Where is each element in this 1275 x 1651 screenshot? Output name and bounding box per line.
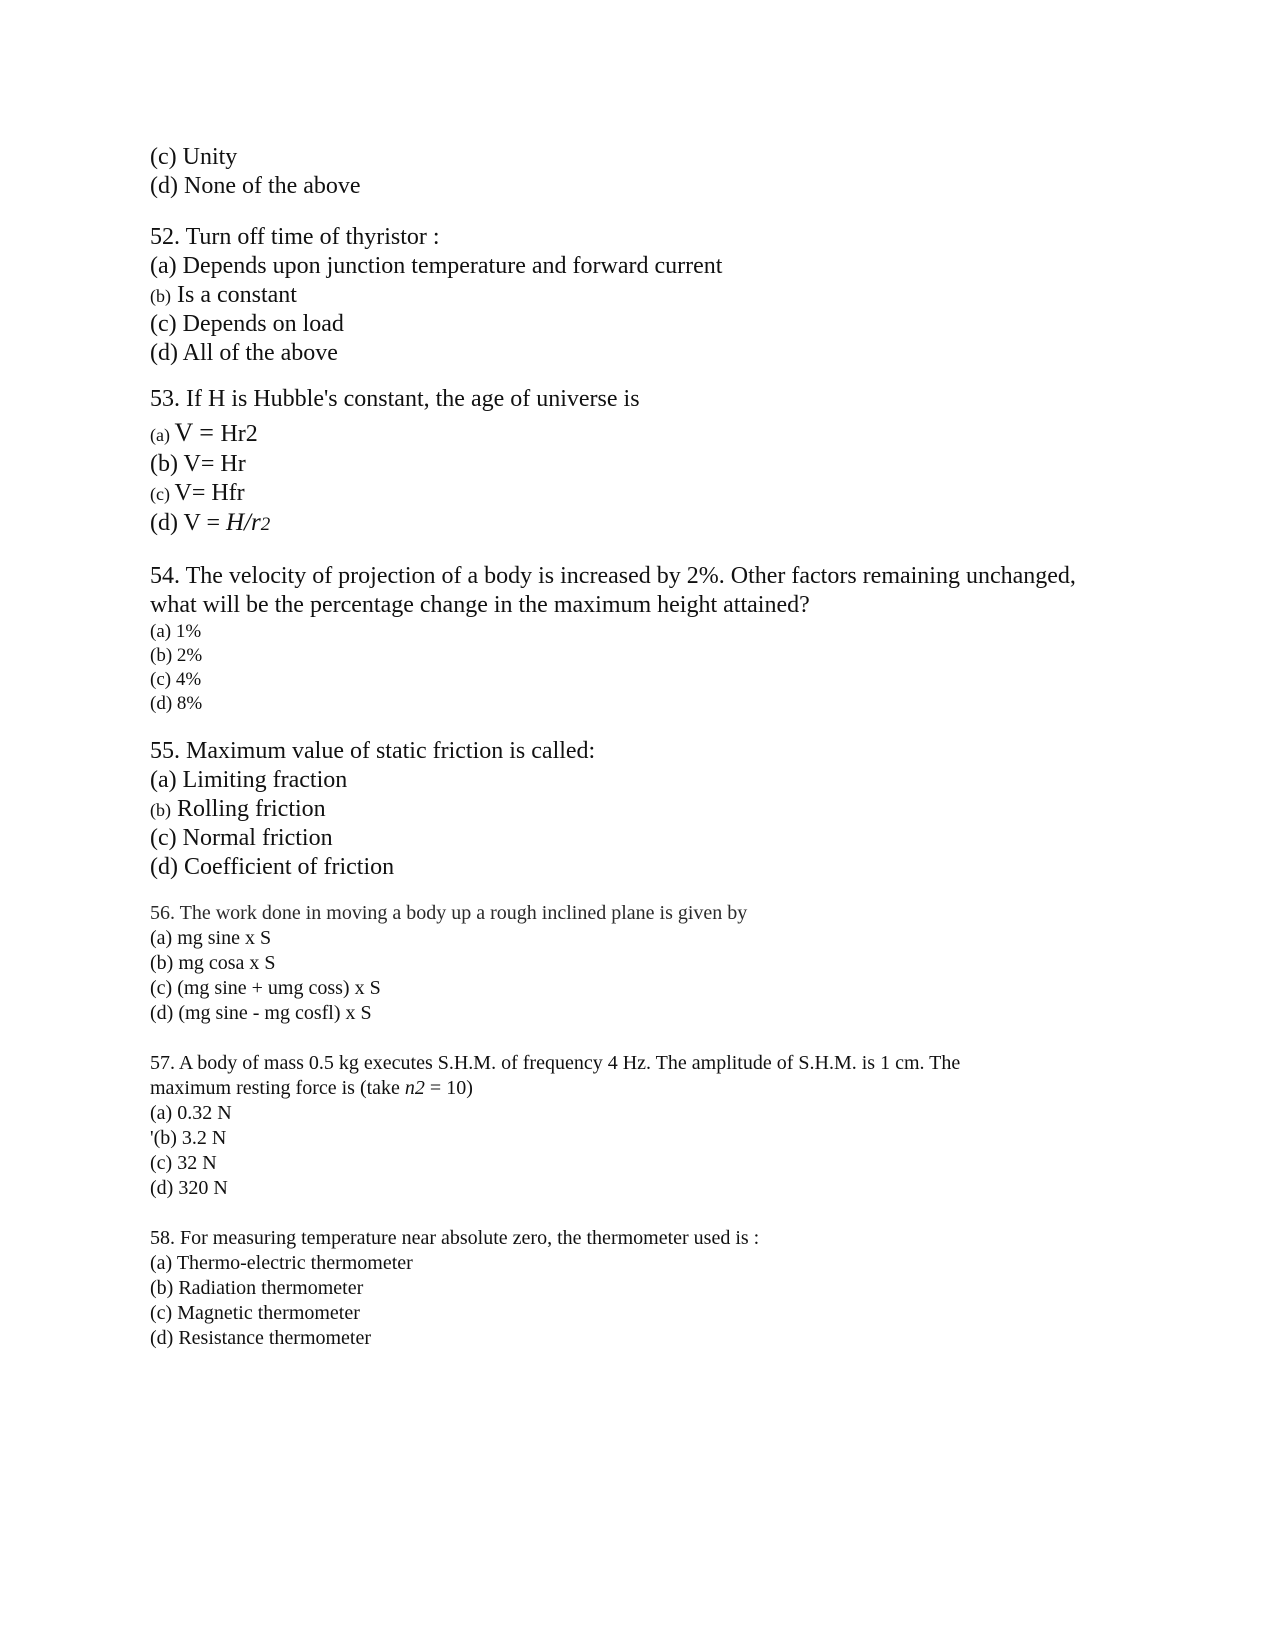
option-57-a: (a) 0.32 N (150, 1102, 232, 1124)
option-52-d: (d) All of the above (150, 340, 338, 366)
option-53-a-eq: = (192, 418, 221, 447)
option-58-c: (c) Magnetic thermometer (150, 1302, 360, 1324)
option-52-c: (c) Depends on load (150, 311, 344, 337)
option-52-b-text: Is a constant (171, 282, 297, 308)
question-55 (150, 739, 1150, 884)
question-56-text: 56. The work done in moving a body up a rough inclined plane is given by (150, 902, 748, 924)
option-58-b: (b) Radiation thermometer (150, 1277, 364, 1299)
option-53-a-v: V (174, 418, 193, 447)
option-54-c: (c) 4% (150, 669, 202, 690)
option-54-a: (a) 1% (150, 621, 202, 642)
question-57-text-italic: n2 (404, 1077, 425, 1099)
option-53-d-prefix: (d) V = (150, 510, 226, 536)
option-55-b-prefix: (b) (150, 800, 171, 820)
option-53-d-sub: 2 (260, 514, 271, 535)
question-57-text-pre: maximum resting force is (take (150, 1077, 405, 1099)
question-58-text: 58. For measuring temperature near absolute zero, the thermometer used is : (150, 1227, 760, 1249)
option-57-c: (c) 32 N (150, 1152, 217, 1174)
option-56-b: (b) mg cosa x S (150, 952, 276, 974)
option-55-a: (a) Limiting fraction (150, 767, 348, 793)
question-55-text: 55. Maximum value of static friction is called: (150, 738, 596, 764)
option-52-b-prefix: (b) (150, 286, 171, 306)
question-52-text: 52. Turn off time of thyristor : (150, 224, 440, 250)
question-54 (150, 564, 1150, 718)
option-55-d: (d) Coefficient of friction (150, 854, 395, 880)
option-53-a-prefix: (a) (150, 425, 175, 445)
question-54-text-line1: 54. The velocity of projection of a body is increased by 2%. Other factors remaining unchanged, (150, 563, 1076, 589)
option-53-d (150, 510, 1150, 539)
option-53-a (150, 416, 1150, 452)
question-53 (150, 387, 1150, 539)
question-54-text-line2: what will be the percentage change in the maximum height attained? (150, 592, 810, 618)
option-56-a: (a) mg sine x S (150, 927, 272, 949)
question-58 (150, 1228, 1150, 1353)
option-56-c: (c) (mg sine + umg coss) x S (150, 977, 381, 999)
option-51-d: (d) None of the above (150, 173, 361, 199)
option-54-b: (b) 2% (150, 645, 203, 666)
option-53-b: (b) V= Hr (150, 451, 246, 477)
question-57-text-line2 (150, 1078, 1150, 1103)
option-58-a: (a) Thermo-electric thermometer (150, 1252, 413, 1274)
question-52 (150, 225, 1150, 370)
question-57-text-post: = 10) (424, 1077, 473, 1099)
option-53-c-prefix: (c) (150, 484, 175, 504)
option-55-c: (c) Normal friction (150, 825, 333, 851)
option-55-b (150, 797, 1150, 826)
option-53-c-text: V= Hfr (174, 480, 245, 506)
question-56 (150, 903, 1150, 1028)
option-55-b-text: Rolling friction (171, 796, 326, 822)
option-51-c: (c) Unity (150, 144, 238, 170)
option-57-b: '(b) 3.2 N (150, 1127, 227, 1149)
option-54-d: (d) 8% (150, 693, 203, 714)
option-53-d-formula: H/r (225, 509, 261, 536)
option-52-b (150, 283, 1150, 312)
option-53-c (150, 481, 1150, 510)
question-51-options (150, 145, 1150, 203)
question-57-text-line1: 57. A body of mass 0.5 kg executes S.H.M. of frequency 4 Hz. The amplitude of S.H.M. is 1 cm. The (150, 1052, 961, 1074)
option-57-d: (d) 320 N (150, 1177, 228, 1199)
question-57 (150, 1053, 1150, 1203)
option-53-a-rest: Hr2 (220, 421, 258, 447)
question-53-text: 53. If H is Hubble's constant, the age of universe is (150, 386, 640, 412)
option-56-d: (d) (mg sine - mg cosfl) x S (150, 1002, 372, 1024)
option-52-a: (a) Depends upon junction temperature and forward current (150, 253, 723, 279)
option-58-d: (d) Resistance thermometer (150, 1327, 372, 1349)
